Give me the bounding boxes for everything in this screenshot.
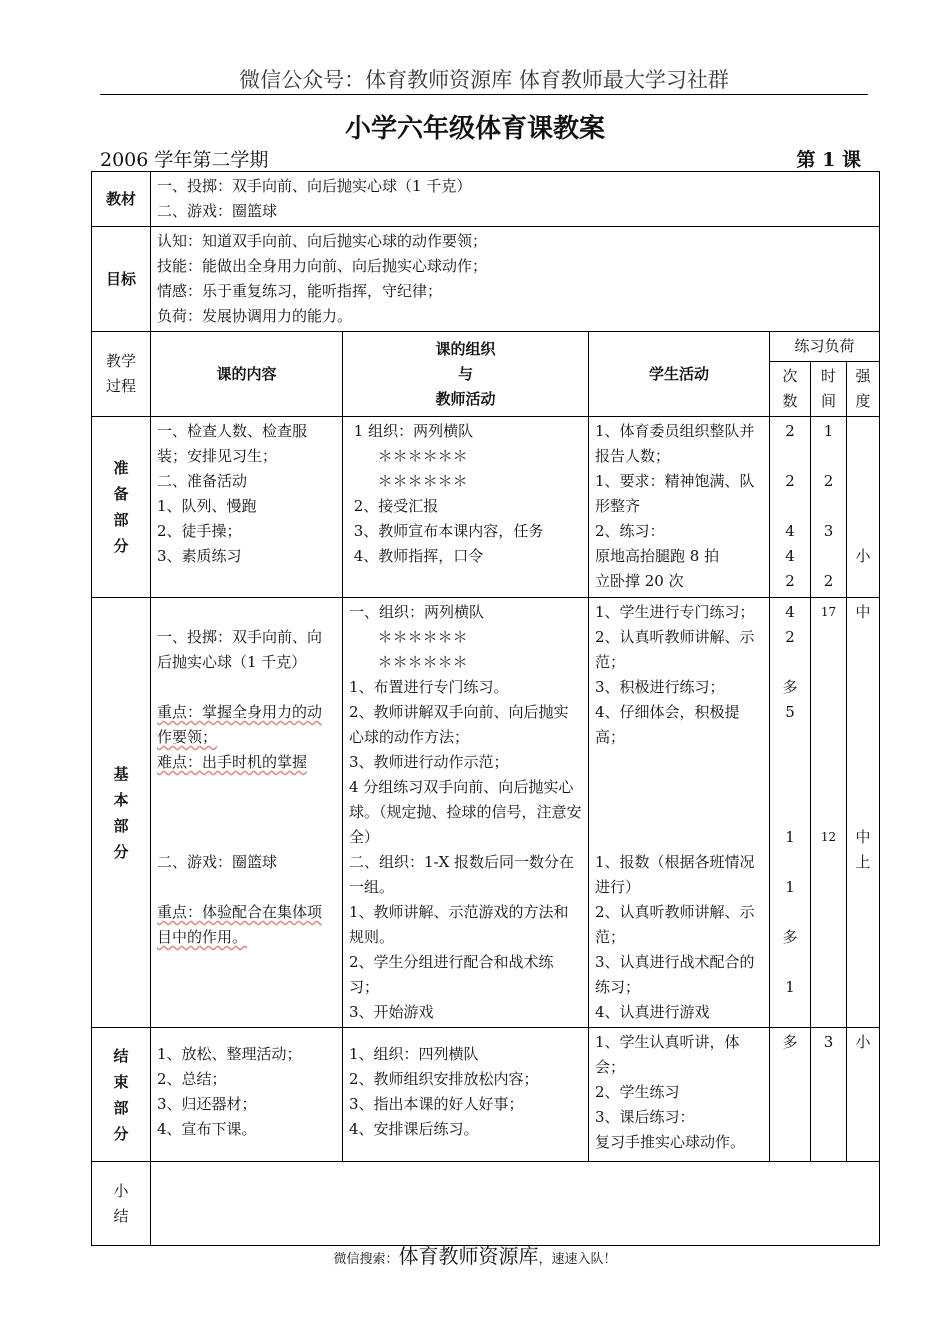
end-content: 1、放松、整理活动； 2、总结； 3、归还器材； 4、宣布下课。 (151, 1028, 343, 1162)
section-end-label: 结 束 部 分 (92, 1028, 151, 1162)
end-duration: 3 (811, 1028, 847, 1162)
lesson-number: 第 1 课 (796, 149, 861, 171)
materials-content: 一、投掷：双手向前、向后抛实心球（1 千克） 二、游戏：圈篮球 (151, 172, 880, 227)
page-footer (0, 1240, 950, 1269)
col-organization: 课的组织 与 教师活动 (343, 332, 589, 417)
prep-duration: 1 2 3 2 (811, 417, 847, 598)
summary-label: 小 结 (92, 1162, 151, 1246)
header-divider (100, 94, 868, 95)
prep-student-activity: 1、体育委员组织整队并报告人数； 1、要求：精神饱满、队形整齐 2、练习： 原地高抬腿跑 8 拍 立卧撑 20 次 (589, 417, 770, 598)
section-prep-label: 准 备 部 分 (92, 417, 151, 598)
basic-difficulty-throw: 难点：出手时机的掌握 (157, 753, 308, 771)
lesson-plan-table (91, 171, 880, 1246)
basic-student-activity: 1、学生进行专门练习； 2、认真听教师讲解、示范； 3、积极进行练习； 4、仔细体会，积极提高； 1、报数（根据各班情况进行） 2、认真听教师讲解、示范； 3、认真进行战术配合的练习； 4、认真进行游戏 (589, 598, 770, 1028)
col-times: 次 数 (770, 362, 811, 417)
basic-organization: 一、组织：两列横队 ＊＊＊＊＊＊ ＊＊＊＊＊＊ 1、布置进行专门练习。 2、教师讲解双手向前、向后抛实心球的动作方法； 3、教师进行动作示范； 4 分组练习双手向前、向后抛实心球。（规定抛、捡球的信号，注意安全） 二、组织：1-X 报数后同一数分在一组。 1、教师讲解、示范游戏的方法和规则。 2、学生分组进行配合和战术练习； 3、开始游戏 (343, 598, 589, 1028)
footer-prefix: 微信搜索： (333, 1252, 399, 1267)
basic-content-throw: 一、投掷：双手向前、向后抛实心球（1 千克） (157, 628, 323, 671)
basic-key-point-throw: 重点：掌握全身用力的动作要领； (157, 703, 323, 746)
summary-content[interactable] (151, 1162, 880, 1246)
prep-intensity: 小 (847, 417, 880, 598)
col-practice-load: 练习负荷 (770, 332, 880, 362)
end-intensity: 小 (847, 1028, 880, 1162)
basic-content (151, 598, 343, 1028)
col-intensity: 强 度 (847, 362, 880, 417)
basic-duration: 17 12 (811, 598, 847, 1028)
end-organization: 1、组织：四列横队 2、教师组织安排放松内容； 3、指出本课的好人好事； 4、安排课后练习。 (343, 1028, 589, 1162)
basic-key-point-game: 重点：体验配合在集体项目中的作用。 (157, 903, 323, 946)
end-student-activity: 1、学生认真听讲，体会； 2、学生练习 3、课后练习： 复习手推实心球动作。 (589, 1028, 770, 1162)
term-label: 2006 学年第二学期 (100, 149, 269, 171)
page-header: 微信公众号：体育教师资源库 体育教师最大学习社群 (239, 68, 729, 92)
basic-content-game: 二、游戏：圈篮球 (157, 853, 278, 871)
prep-times: 2 2 4 4 2 (770, 417, 811, 598)
goals-label: 目标 (92, 227, 151, 332)
col-process: 教学 过程 (92, 332, 151, 417)
col-duration: 时 间 (811, 362, 847, 417)
basic-intensity: 中 中 上 (847, 598, 880, 1028)
prep-organization: 1 组织：两列横队 ＊＊＊＊＊＊ ＊＊＊＊＊＊ 2、接受汇报 3、教师宣布本课内容，任务 4、教师指挥，口令 (343, 417, 589, 598)
basic-times: 4 2 多 5 1 1 多 1 (770, 598, 811, 1028)
prep-content: 一、检查人数、检查服装；安排见习生； 二、准备活动 1、队列、慢跑 2、徒手操； 3、素质练习 (151, 417, 343, 598)
end-times: 多 (770, 1028, 811, 1162)
col-content: 课的内容 (151, 332, 343, 417)
section-basic-label: 基 本 部 分 (92, 598, 151, 1028)
footer-name: 体育教师资源库 (398, 1244, 539, 1268)
materials-label: 教材 (92, 172, 151, 227)
footer-suffix: ，速速入队！ (538, 1252, 617, 1267)
page-title: 小学六年级体育课教案 (344, 114, 605, 144)
goals-content: 认知：知道双手向前、向后抛实心球的动作要领； 技能：能做出全身用力向前、向后抛实心球动作； 情感：乐于重复练习，能听指挥，守纪律； 负荷：发展协调用力的能力。 (151, 227, 880, 332)
col-student-activity: 学生活动 (589, 332, 770, 417)
